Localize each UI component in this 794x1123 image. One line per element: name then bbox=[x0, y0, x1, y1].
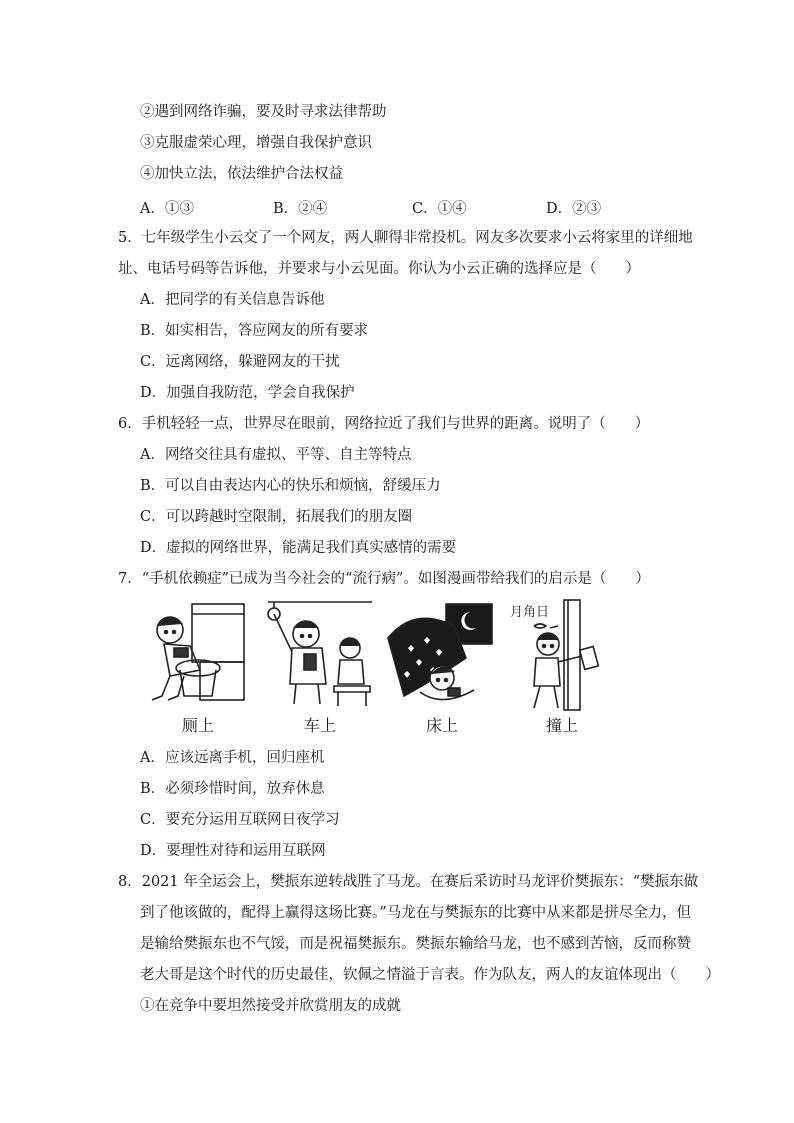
comic-panel-bump bbox=[504, 596, 620, 744]
comic-panel-bus bbox=[262, 596, 378, 744]
caption-bump: 撞上 bbox=[545, 716, 578, 735]
q4-option-d: D．②③ bbox=[546, 201, 602, 217]
q8-item-1: ①在竞争中要坦然接受并欣赏朋友的成就 bbox=[140, 998, 401, 1014]
q5-stem-line-1: 5．七年级学生小云交了一个网友，两人聊得非常投机。网友多次要求小云将家里的详细地 bbox=[118, 230, 693, 246]
q4-option-a: A．①③ bbox=[140, 201, 194, 217]
bus-illustration bbox=[262, 596, 378, 714]
caption-bus: 车上 bbox=[303, 716, 336, 735]
q4-options bbox=[140, 197, 640, 219]
q5-option-a: A．把同学的有关信息告诉他 bbox=[140, 292, 325, 308]
q8-stem-line-3: 是输给樊振东也不气馁，而是祝福樊振东。樊振东输给马龙，也不感到苦恼，反而称赞 bbox=[140, 936, 691, 952]
q4-item-3: ③克服虚荣心理，增强自我保护意识 bbox=[140, 135, 372, 151]
q4-item-2: ②遇到网络诈骗，要及时寻求法律帮助 bbox=[140, 104, 387, 120]
comic-strip bbox=[140, 596, 620, 744]
q6-option-a: A．网络交往具有虚拟、平等、自主等特点 bbox=[140, 447, 412, 463]
bump-illustration bbox=[504, 596, 620, 714]
q7-option-b: B．必须珍惜时间，放弃休息 bbox=[140, 781, 325, 797]
bed-illustration bbox=[384, 596, 500, 714]
comic-panel-toilet bbox=[140, 596, 256, 744]
q5-option-c: C．远离网络，躲避网友的干扰 bbox=[140, 354, 340, 370]
q4-option-c: C．①④ bbox=[412, 201, 467, 217]
q5-stem-line-2: 址、电话号码等告诉他，并要求与小云见面。你认为小云正确的选择应是（ ） bbox=[118, 261, 640, 277]
caption-toilet: 厕上 bbox=[181, 716, 214, 735]
q4-option-b: B．②④ bbox=[273, 201, 328, 217]
q6-stem: 6．手机轻轻一点，世界尽在眼前，网络拉近了我们与世界的距离。说明了（ ） bbox=[118, 416, 650, 432]
q7-stem: 7．“手机依赖症”已成为当今社会的“流行病”。如图漫画带给我们的启示是（ ） bbox=[118, 571, 650, 587]
q6-option-c: C．可以跨越时空限制，拓展我们的朋友圈 bbox=[140, 509, 413, 525]
comic-panel-bed bbox=[384, 596, 500, 744]
q8-stem-line-1: 8．2021 年全运会上，樊振东逆转战胜了马龙。在赛后采访时马龙评价樊振东：“樊振东做 bbox=[118, 874, 699, 890]
q8-stem-line-4: 老大哥是这个时代的历史最佳，钦佩之情溢于言表。作为队友，两人的友谊体现出（ ） bbox=[140, 967, 720, 983]
q6-option-d: D．虚拟的网络世界，能满足我们真实感情的需要 bbox=[140, 540, 457, 556]
q7-option-c: C．要充分运用互联网日夜学习 bbox=[140, 812, 340, 828]
q8-stem-line-2: 到了他该做的，配得上赢得这场比赛。”马龙在与樊振东的比赛中从来都是拼尽全力，但 bbox=[140, 905, 692, 921]
q5-option-b: B．如实相告，答应网友的所有要求 bbox=[140, 323, 369, 339]
caption-bed: 床上 bbox=[425, 716, 458, 735]
q7-option-d: D．要理性对待和运用互联网 bbox=[140, 843, 326, 859]
q7-option-a: A．应该远离手机，回归座机 bbox=[140, 750, 325, 766]
svg-text:月角日: 月角日 bbox=[510, 605, 550, 620]
toilet-illustration bbox=[140, 596, 256, 714]
q4-item-4: ④加快立法，依法维护合法权益 bbox=[140, 166, 343, 182]
q6-option-b: B．可以自由表达内心的快乐和烦恼，舒缓压力 bbox=[140, 478, 441, 494]
q5-option-d: D．加强自我防范，学会自我保护 bbox=[140, 385, 355, 401]
